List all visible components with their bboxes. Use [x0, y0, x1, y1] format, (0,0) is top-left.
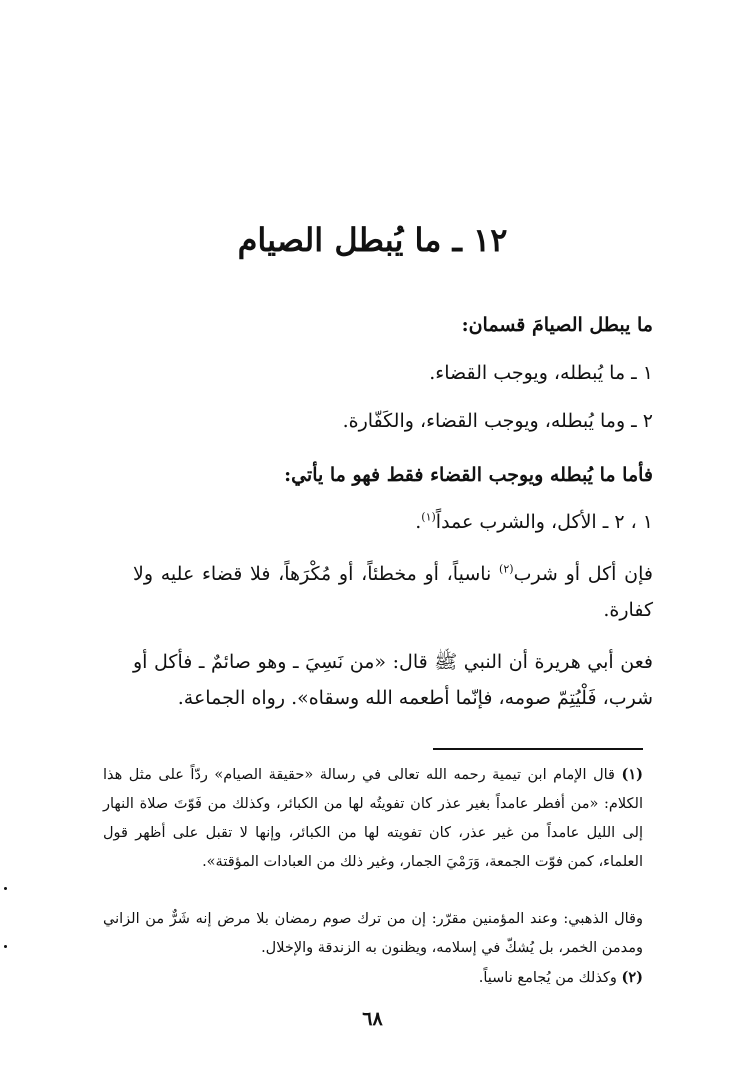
paragraph-hadith: فعن أبي هريرة أن النبي ﷺ قال: «من نَسِيَ ـ وهو صائمٌ ـ فأكل أو شرب، فَلْيُتِمّ صومه، فإنّما أطعمه الله وسقاه». رواه الجماعة. — [133, 651, 653, 709]
footnote-1-text: قال الإمام ابن تيمية رحمه الله تعالى في رسالة «حقيقة الصيام» ردّاً على مثل هذا الكلام: «من أفطر عامداً بغير عذر كان تفويتُه لها من الكبائر، وكذلك من فَوّتَ صلاة النهار إلى الليل عامداً من غير عذر، كان تفويته لها من الكبائر، وإنها لا تقبل على أظهر قول العلماء، كمن فوّت الجمعة، وَرَمْيَ الجمار، وغير ذلك من العبادات المؤقتة». — [103, 767, 643, 870]
page-number: ٦٨ — [362, 1008, 383, 1030]
footnote-1 — [103, 760, 643, 877]
rule-text: ١ ، ٢ ـ الأكل، والشرب عمداً — [435, 511, 653, 533]
chapter-title: ١٢ ـ ما يُبطل الصيام — [237, 221, 508, 259]
rule-eating-drinking — [133, 505, 653, 539]
footnote-1-number: (١) — [621, 766, 644, 783]
intro-heading: ما يبطل الصيامَ قسمان: — [461, 314, 653, 336]
list-item-1: ١ ـ ما يُبطله، ويوجب القضاء. — [429, 362, 653, 384]
margin-mark — [4, 945, 7, 948]
rule-end: . — [415, 511, 422, 533]
footnote-divider — [433, 748, 643, 750]
paragraph-exception — [133, 556, 653, 628]
list-item-2: ٢ ـ وما يُبطله، ويوجب القضاء، والكَفّارة. — [342, 410, 653, 432]
exception-text-a: فإن أكل أو شرب — [513, 563, 653, 585]
margin-mark — [4, 887, 7, 890]
footnote-2-text: وكذلك من يُجامع ناسياً. — [478, 970, 617, 986]
section-heading: فأما ما يُبطله ويوجب القضاء فقط فهو ما يأتي: — [284, 464, 653, 486]
footnote-1-dhahabi: وقال الذهبي: وعند المؤمنين مقرّر: إن من ترك صوم رمضان بلا مرض إنه شَرٌّ من الزاني ومدمن الخمر، بل يُشكّ في إسلامه، ويظنون به الزندقة والإخلال. — [103, 911, 643, 956]
footnote-2-number: (٢) — [621, 969, 643, 986]
footnote-2 — [103, 963, 643, 993]
footnote-ref-1[interactable]: (١) — [421, 510, 436, 524]
exception-text-b: ناسياً، أو مخطئاً، أو مُكْرَهاً، فلا قضاء عليه ولا كفارة. — [133, 563, 653, 621]
footnote-ref-2[interactable]: (٢) — [499, 562, 514, 576]
